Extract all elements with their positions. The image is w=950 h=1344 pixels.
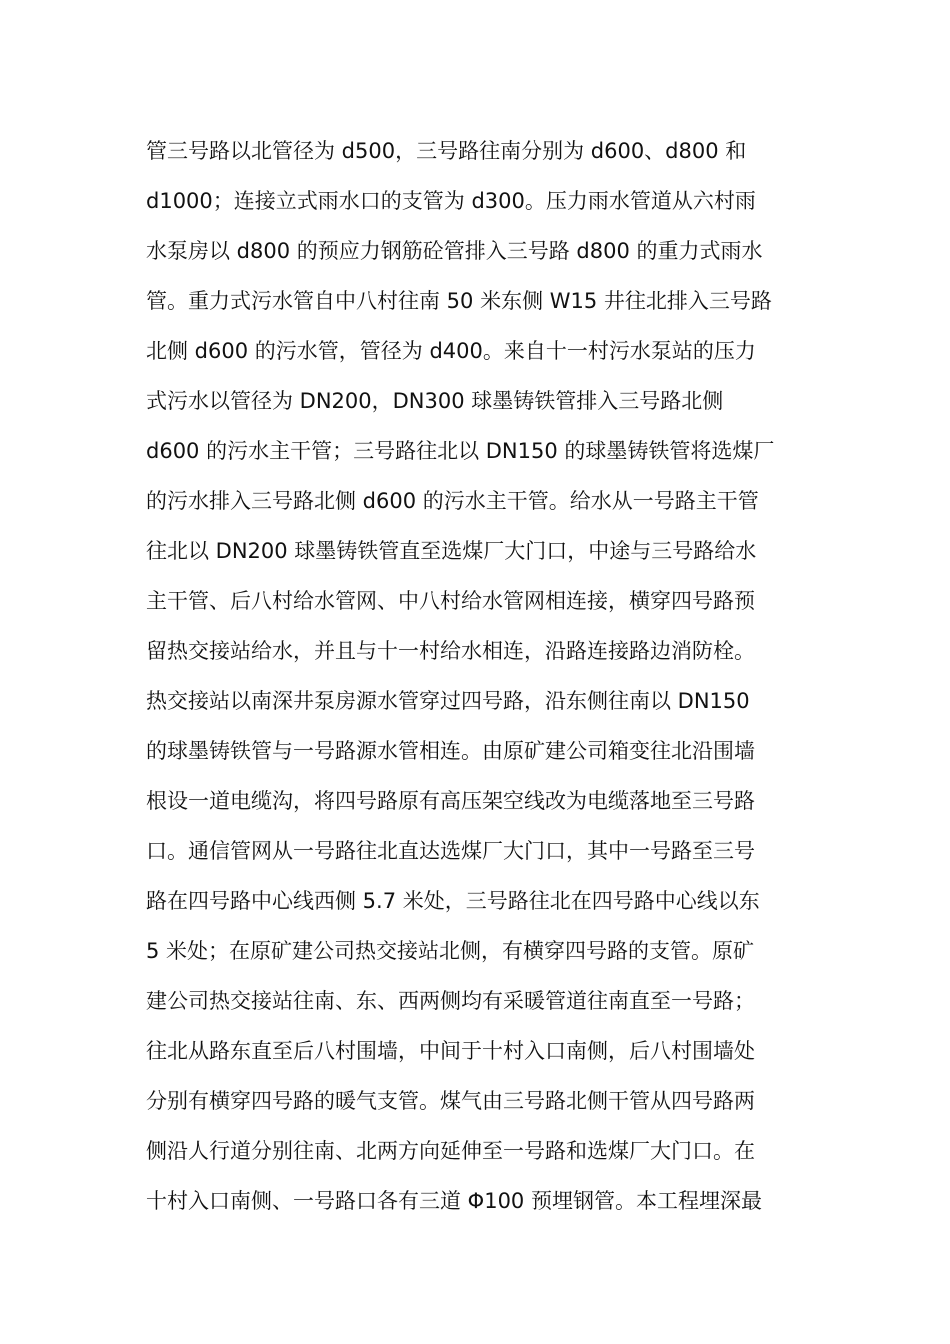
text-line: 口。通信管网从一号路往北直达选煤厂大门口，其中一号路至三号 — [146, 839, 755, 863]
text-line: 的球墨铸铁管与一号路源水管相连。由原矿建公司箱变往北沿围墙 — [146, 739, 755, 763]
text-line: 分别有横穿四号路的暖气支管。煤气由三号路北侧干管从四号路两 — [146, 1089, 755, 1113]
text-line: 往北从路东直至后八村围墙，中间于十村入口南侧，后八村围墙处 — [146, 1039, 755, 1063]
body-text — [146, 126, 806, 1226]
text-line: 路在四号路中心线西侧 5.7 米处，三号路往北在四号路中心线以东 — [146, 889, 760, 913]
text-line: 留热交接站给水，并且与十一村给水相连，沿路连接路边消防栓。 — [146, 639, 755, 663]
text-line: 侧沿人行道分别往南、北两方向延伸至一号路和选煤厂大门口。在 — [146, 1139, 755, 1163]
text-line: 管三号路以北管径为 d500，三号路往南分别为 d600、d800 和 — [146, 139, 747, 163]
text-line: 十村入口南侧、一号路口各有三道 Φ100 预埋钢管。本工程埋深最 — [146, 1189, 762, 1213]
text-line: 热交接站以南深井泵房源水管穿过四号路，沿东侧往南以 DN150 — [146, 689, 750, 713]
text-line: d600 的污水主干管；三号路往北以 DN150 的球墨铸铁管将选煤厂 — [146, 439, 775, 463]
text-line: d1000；连接立式雨水口的支管为 d300。压力雨水管道从六村雨 — [146, 189, 756, 213]
text-line: 水泵房以 d800 的预应力钢筋砼管排入三号路 d800 的重力式雨水 — [146, 239, 763, 263]
text-line: 北侧 d600 的污水管，管径为 d400。来自十一村污水泵站的压力 — [146, 339, 756, 363]
text-line: 5 米处；在原矿建公司热交接站北侧，有横穿四号路的支管。原矿 — [146, 939, 755, 963]
text-line: 往北以 DN200 球墨铸铁管直至选煤厂大门口，中途与三号路给水 — [146, 539, 757, 563]
text-line: 管。重力式污水管自中八村往南 50 米东侧 W15 井往北排入三号路 — [146, 289, 772, 313]
text-line: 式污水以管径为 DN200，DN300 球墨铸铁管排入三号路北侧 — [146, 389, 724, 413]
text-line: 建公司热交接站往南、东、西两侧均有采暖管道往南直至一号路； — [146, 989, 755, 1013]
text-line: 主干管、后八村给水管网、中八村给水管网相连接，横穿四号路预 — [146, 589, 755, 613]
text-line: 的污水排入三号路北侧 d600 的污水主干管。给水从一号路主干管 — [146, 489, 759, 513]
text-line: 根设一道电缆沟，将四号路原有高压架空线改为电缆落地至三号路 — [146, 789, 755, 813]
